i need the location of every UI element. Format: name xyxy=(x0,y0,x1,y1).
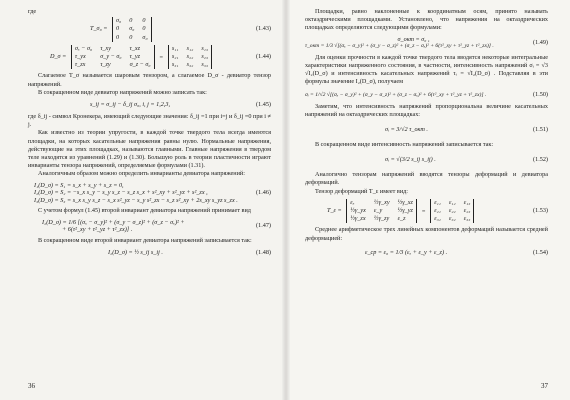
eq46-number: (1.46) xyxy=(256,189,271,197)
eq44-matrix-s: s₁₁ s₁₂ s₁₃ s₂₁ s₂₂ s₂₃ s₃₁ s₃₂ s₃₃ xyxy=(168,45,212,70)
paragraph-second-invariant-short: В сокращенном виде второй инвариант девиатора напряжений записывается так: xyxy=(38,236,252,244)
eq53-matrix: εₓ ½γ_xy ½γ_xz ½γ_yx ε_y ½γ_yz ½γ_zx ½γ_zy ε_z xyxy=(346,199,417,224)
paragraph-intensity: Для оценки прочности в каждой точке твердого тела вводятся некоторые интегральные характеристики напряженного состояния, в частности, интенсивность напряжений σᵢ = √3 √I₂(D_σ) и интенсивность касательных напряжений τᵢ = √I₂(D_σ) . Подставляя в эти формулы значение I₂(D_σ), получаем xyxy=(305,53,548,86)
eq44-matrix: σₓ − σ₀ τ_xy τ_xz τ_yx σ_y − σ₀ τ_yz τ_zx τ_zy σ_z − σ₀ xyxy=(71,45,155,70)
paragraph-mean-strain: Среднее арифметическое трех линейных компонентов деформаций называется средней деформацией: xyxy=(305,226,548,242)
eq47-line-1: I₂(D_σ) = 1/6 [(σₓ − σ_y)² + (σ_y − σ_z)² + (σ_z − σₓ)² + xyxy=(42,218,185,226)
equation-1-53 xyxy=(305,199,548,224)
equation-1-52 xyxy=(305,152,548,168)
paragraph-intensity-short: В сокращенном виде интенсивность напряжений записывается так: xyxy=(315,141,494,149)
equation-1-43 xyxy=(28,17,271,42)
paragraph-octahedral: Площадки, равно наклоненные к координатным осям, принято называть октаэдрическими площадками. Установлено, что напряжения на октаэдрических площадках определяются следующими формулами: xyxy=(305,8,548,32)
equation-1-50 xyxy=(305,90,548,100)
paragraph-strain-tensors: Аналогично тензорам напряжений вводятся тензоры деформаций и девиатора деформаций. xyxy=(305,171,548,187)
eq52-number: (1.52) xyxy=(533,156,548,164)
eq44-lhs: D_σ = xyxy=(50,53,67,60)
paragraph-proportional: Заметим, что интенсивность напряжений пропорциональна величине касательных напряжений на октаэдрических площадках: xyxy=(305,102,548,118)
eq51-number: (1.51) xyxy=(533,125,548,133)
equation-1-48 xyxy=(28,248,271,258)
eq53-equals: = xyxy=(421,207,426,215)
eq43-matrix: σ₀ 0 0 0 σ₀ 0 0 0 σ₀ xyxy=(112,17,152,42)
paragraph-strain-tensor-form: Тензор деформаций T_ε имеет вид: xyxy=(315,187,409,195)
eq49-line-2: τ_окт = 1/3 √[(σₓ − σ_y)² + (σ_y − σ_z)² + (σ_z − σₓ)² + 6(τ²_xy + τ²_yz + τ²_zx)] . xyxy=(305,43,494,50)
book-gutter xyxy=(282,0,290,400)
eq46-line-2: I₂(D_σ) = S₂ = −s_x s_y − s_y s_z − s_z s_x + s²_xy + s²_yz + s²_zx , xyxy=(34,189,208,197)
paragraph-deviator-invariants: Аналогичным образом можно определить инварианты девиатора напряжений: xyxy=(38,170,245,178)
eq48-text: I₂(D_σ) = ½ s_ij s_ij . xyxy=(108,248,163,256)
eq49-line-1: σ_окт = σ₀ , xyxy=(397,35,430,43)
eq50-text: σᵢ = 1/√2 √[(σₓ − σ_y)² + (σ_y − σ_z)² + (σ_z − σₓ)² + 6(τ²_xy + τ²_yz + τ²_zx)] . xyxy=(305,91,487,98)
eq49-number: (1.49) xyxy=(533,39,548,47)
eq51-text: σᵢ = 3/√2 τ_окт . xyxy=(385,125,428,133)
equation-1-51 xyxy=(305,122,548,138)
eq53-lhs: T_ε = xyxy=(327,207,342,215)
paragraph-second-invariant: С учетом формул (1.45) второй инвариант девиатора напряжений принимает вид xyxy=(38,207,251,215)
eq44-number: (1.44) xyxy=(256,53,271,61)
eq46-line-3: I₃(D_σ) = S₃ = s_x s_y s_z − s_x s²_yz − s_y s²_zx − s_z s²_xy + 2s_xy s_yz s_zx . xyxy=(34,196,238,204)
page-number-left: 36 xyxy=(28,381,35,390)
right-page xyxy=(285,0,570,400)
equation-1-49 xyxy=(305,36,548,51)
eq44-equals: = xyxy=(159,53,164,61)
intro-word: где xyxy=(28,8,37,15)
equation-1-44 xyxy=(28,45,271,70)
equation-1-47 xyxy=(28,219,271,234)
paragraph-spherical-tensor: Слагаемое T_σ называется шаровым тензором, а слагаемое D_σ - девиатор тензор напряжений. xyxy=(28,72,271,88)
eq45-text: s_ij = σ_ij − δ_ij σ₀, i, j = 1,2,3, xyxy=(90,100,171,108)
equation-1-54 xyxy=(305,246,548,260)
eq48-number: (1.48) xyxy=(256,248,271,256)
eq45-number: (1.45) xyxy=(256,100,271,108)
eq43-number: (1.43) xyxy=(256,25,271,33)
eq54-number: (1.54) xyxy=(533,248,548,256)
equation-1-45 xyxy=(28,100,271,110)
eq54-text: ε_ср = ε₀ = 1/3 (εₓ + ε_y + ε_z) . xyxy=(365,248,448,256)
eq46-line-1: I₁(D_σ) = S₁ = s_x + s_y + s_z = 0, xyxy=(34,181,124,189)
eq53-number: (1.53) xyxy=(533,207,548,215)
equation-1-46 xyxy=(28,182,271,205)
paragraph-principal-stresses: Как известно из теории упругости, в каждой точке твердого тела всегда имеются площадки, на которых касательные напряжения равны нулю. Нормальные напряжения, действующие на этих площадках, называются главными. Главные напряжения в твердом теле находятся из уравнений (1.29) и (1.30). Большую роль в теории пластичности играют инварианты тензора напряжений, определяемые формулами (1.31). xyxy=(28,129,271,170)
page-number-right: 37 xyxy=(541,381,548,390)
eq43-lhs: T_σ₀ = xyxy=(90,25,108,33)
eq50-number: (1.50) xyxy=(533,90,548,98)
paragraph-kronecker: где δ_ij - символ Кронекера, имеющий следующие значения: δ_ij =1 при i=j и δ_ij =0 при i ≠ j. xyxy=(28,113,271,129)
eq53-matrix-e: ε₁₁ ε₁₂ ε₁₃ ε₂₁ ε₂₂ ε₂₃ ε₃₁ ε₃₂ ε₃₃ xyxy=(430,199,474,224)
eq47-line-2: + 6(τ²_xy + τ²_yz + τ²_zx)] . xyxy=(62,226,133,234)
eq47-number: (1.47) xyxy=(256,222,271,230)
eq52-text: σᵢ = √(3/2 s_ij s_ij) . xyxy=(385,156,436,164)
paragraph-deviator-short: В сокращенном виде девиатор напряжений можно записать так: xyxy=(38,88,207,96)
